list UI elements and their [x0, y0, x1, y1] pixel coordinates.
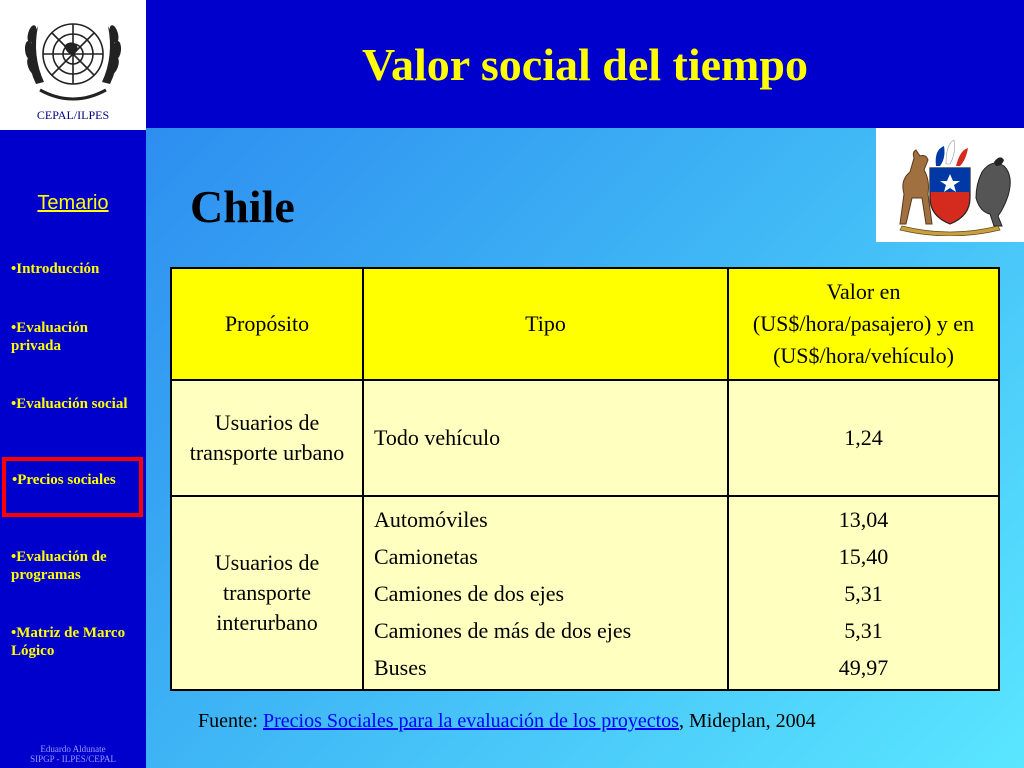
crest-panel	[876, 128, 1024, 242]
sidebar-item-introduccion[interactable]: •Introducción	[11, 261, 100, 277]
type-item: Camiones de más de dos ejes	[374, 617, 632, 643]
source-prefix: Fuente:	[198, 710, 263, 732]
chile-coat-of-arms-icon	[882, 132, 1018, 236]
value-item: 5,31	[844, 617, 883, 643]
value-item: 15,40	[838, 543, 889, 569]
sidebar-item-matriz-de-marco-logico[interactable]: •Matriz de Marco Lógico	[11, 625, 126, 659]
cell-type: Todo vehículo	[363, 380, 728, 496]
un-emblem-icon	[12, 6, 134, 106]
value-item: 49,97	[838, 654, 889, 680]
sidebar	[0, 128, 146, 768]
table-header-row	[171, 268, 999, 380]
time-value-table	[170, 267, 1000, 691]
author-credit	[0, 744, 146, 764]
sidebar-item-evaluacion-de-programas[interactable]: •Evaluación de programas	[11, 549, 107, 583]
cell-value-list	[728, 496, 999, 690]
source-link[interactable]: Precios Sociales para la evaluación de los proyectos	[263, 710, 679, 732]
author-affiliation: SIPGP - ILPES/CEPAL	[30, 754, 116, 764]
column-header-purpose: Propósito	[171, 268, 363, 380]
source-suffix: Mideplan, 2004	[683, 710, 816, 732]
author-name: Eduardo Aldunate	[40, 744, 106, 754]
content-area	[146, 128, 1024, 768]
page-title: Valor social del tiempo	[362, 39, 808, 90]
column-header-type: Tipo	[363, 268, 728, 380]
type-item: Camiones de dos ejes	[374, 580, 565, 606]
type-item: Automóviles	[374, 506, 488, 532]
title-bar	[146, 0, 1024, 128]
cell-purpose: Usuarios de transporte interurbano	[171, 496, 363, 690]
table-row	[171, 380, 999, 496]
cell-purpose: Usuarios de transporte urbano	[171, 380, 363, 496]
sidebar-heading-link[interactable]: Temario	[37, 192, 109, 214]
cell-value: 1,24	[728, 380, 999, 496]
type-item: Camionetas	[374, 543, 478, 569]
value-item: 5,31	[844, 580, 883, 606]
column-header-value: Valor en (US$/hora/pasajero) y en (US$/hora/vehículo)	[728, 268, 999, 380]
sidebar-item-evaluacion-privada[interactable]: •Evaluación privada	[11, 320, 88, 354]
logo-panel	[0, 0, 146, 128]
cell-type-list	[363, 496, 728, 690]
table-row	[171, 496, 999, 690]
logo-label: CEPAL/ILPES	[36, 108, 110, 122]
source-comma: ,	[678, 710, 684, 732]
sidebar-item-evaluacion-social[interactable]: •Evaluación social	[11, 396, 128, 412]
country-heading: Chile	[190, 181, 295, 232]
type-item: Buses	[374, 654, 427, 680]
value-item: 13,04	[838, 506, 889, 532]
source-citation	[198, 710, 816, 733]
sidebar-item-precios-sociales[interactable]: •Precios sociales	[2, 457, 143, 517]
